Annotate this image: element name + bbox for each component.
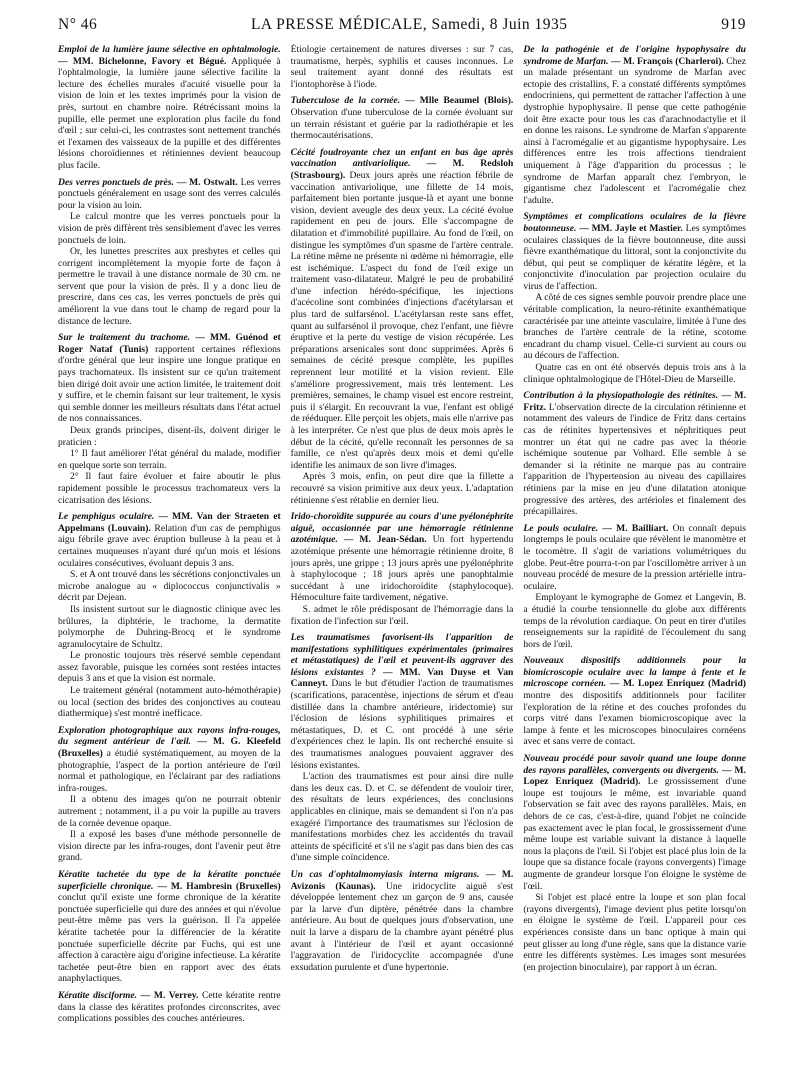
article [291,147,514,506]
article-paragraph: Étiologie certainement de natures diverses : sur 7 cas, traumatisme, herpès, syphilis et causes inconnues. Le seul traitement ayant donné des résultats est l'iontophorèse à l'iode. [290,44,514,90]
article [58,177,281,328]
article-paragraph: Le pemphigus oculaire. — MM. Van der Straeten et Appelmans (Louvain). Relation d'un cas de pemphigus aigu fébrile grave avec éruption bulleuse à la peau et à certaines muqueuses n'ayant duré qu'un mois et lésions oculaires consécutives, évoluant depuis 3 ans. [58,511,281,569]
article-author: — M. Ostwalt. [173,176,238,188]
article-author: — M. Bailliart. [598,522,669,534]
article-title: Le pemphigus oculaire. [58,511,155,523]
article-paragraph: Le calcul montre que les verres ponctuels pour la vision de près diffèrent très sensiblement d'avec les verres ponctuels de loin. [58,211,281,246]
article-paragraph: 1° Il faut améliorer l'état général du malade, modifier en quelque sorte son terrain. [58,448,281,471]
article-author: — M. Avizonis (Kaunas). [290,868,514,892]
article [291,95,514,141]
article-title: Tuberculose de la cornée. [290,95,401,107]
article-author: — M. Hambresin (Bruxelles) [153,880,281,892]
article-paragraph: Kératite tachetée du type de la kératite ponctuée superficielle chronique. — M. Hambresin (Bruxelles) conclut qu'il existe une forme chronique de la kératite ponctuée superficielle qui dure des années et qui n'évolue peut-être même pas vers la guérison. Il l'a appelée kératite tachetée pour la différencier de la kératite ponctuée superficielle décrite par Fuchs, qui est une affection à caractère aigu d'origine infectieuse. La kératite tachetée peut-être bien en rapport avec des états anaphylactiques. [58,868,281,985]
article-title: Irido-choroïdite suppurée au cours d'une pyélonéphrite aiguë, occasionnée par une hémorragie rétinienne azotémique. [290,511,514,546]
article-paragraph: Irido-choroïdite suppurée au cours d'une pyélonéphrite aiguë, occasionnée par une hémorragie rétinienne azotémique. — M. Jean-Sédan. Un fort hypertendu azotémique présente une hémorragie rétinienne droite, 8 jours après, une grippe ; 13 jours après une pyélonéphrite à staphylocoque ; 18 jours après une panophtalmie succédant à une iridochoroïdite (staphylocoque). Hémoculture faite tardivement, négative. [290,511,514,604]
article [58,990,281,1025]
article-title: Kératite disciforme. [58,989,138,1001]
article-paragraph: Quatre cas en ont été observés depuis trois ans à la clinique ophtalmologique de l'Hôtel-Dieu de Marseille. [523,362,747,385]
article-paragraph: Nouveaux dispositifs additionnels pour la biomicroscopie oculaire avec la lampe à fente et le microscope cornéen. — M. Lopez Enriquez (Madrid) montre des dispositifs additionnels pour faciliter l'exploration de la rétine et des couches profondes du corps vitré dans l'examen biomicroscopique avec la lampe à fente et les microscopes binoculaires cornéens avec et sans verre de contact. [523,655,747,748]
article [291,511,514,627]
article [291,44,514,90]
article-title: Contribution à la physiopathologie des rétinites. [523,390,719,402]
article [58,725,281,864]
article-paragraph: Cécité foudroyante chez un enfant en bas âge après vaccination antivariolique. — M. Redsloh (Strasbourg). Deux jours après une réaction fébrile de vaccination antivariolique, une fillette de 14 mois, parfaitement bien portante jusque-là et ayant une bonne vision, devient aveugle des deux yeux. La cécité évolue rapidement en peu de jours. Elle s'accompagne de dilatation et d'immobilité pupillaire. Au fond de l'œil, on distingue les symptômes d'un spasme de l'artère centrale. La rétine même ne présente ni œdème ni hémorragie, elle est ischémique. L'aspect du fond de l'œil exige un traitement vaso-dilatateur. Malgré le peu de probabilité d'une infection hérédo-spécifique, les injections d'acécoline sont combinées d'injections d'acétylarsan et plus tard de sulfarsénol. L'acétylarsan reste sans effet, quant au sulfarsénol il provoque, chez l'enfant, une fièvre éruptive et la perte du vestige de vision récupérée. Les préparations arsenicales sont donc supprimées. Après 6 semaines de cécité presque complète, les pupilles reprennent leur motilité et la vision revient. Elle s'améliore progressivement, mais très lentement. Les premières, semaines, le champ visuel est encore restreint, puis il s'élargit. En recouvrant la vue, l'enfant est obligé de rééduquer. Elle perçoit les objets, mais elle n'arrive pas à les interpréter. Ce n'est que plus de deux mois après le début de la cécité, qu'elle reconnaît les personnes de sa famille, ce n'est qu'après deux mois et demi qu'elle identifie les animaux de son livre d'images. [290,146,514,471]
article-author: — MM. Van der Straeten et Appelmans (Louvain). [58,511,281,534]
article [291,869,514,973]
article-author: — M. Jean-Sédan. [337,534,427,546]
article-paragraph: Tuberculose de la cornée. — Mlle Beaumel (Blois). Observation d'une tuberculose de la cornée évoluant sur un terrain résistant et guérie par la radiothérapie et les thermocautérisations. [290,95,514,142]
article-paragraph: Sur le traitement du trachome. — MM. Guénod et Roger Nataf (Tunis) rapportent certaines réflexions d'ordre général que leur inspire une longue pratique en pays trachomateux. Ils insistent sur ce qu'un traitement bien dirigé doit avoir une action limitée, le traitement doit y suffire, et le chemin faisant sur leur traitement, le xysis qui semble donner les meilleurs résultats dans l'état actuel de nos connaissances. [58,332,281,425]
article-title: Nouveaux dispositifs additionnels pour la biomicroscopie oculaire avec la lampe à fente et le microscope cornéen. [523,655,747,690]
column-2 [291,44,514,1074]
article-title: Nouveau procédé pour savoir quand une loupe donne des rayons parallèles, convergents ou divergents. [523,753,747,776]
article [523,523,746,651]
article-title: Cécité foudroyante chez un enfant en bas âge après vaccination antivariolique. [290,146,514,170]
article-title: Emploi de la lumière jaune sélective en ophtalmologie. [58,44,281,55]
article-title: Des verres ponctuels de près. [58,176,174,188]
article-paragraph: Contribution à la physiopathologie des rétinites. — M. Fritz. L'observation directe de la circulation rétinienne et notamment des valeurs de l'indice de Fritz dans certains cas de rétinites hypertensives et néphritiques peut montrer un état qui ne cadre pas avec la théorie ischémique soutenue par Volhard. Elle semble à se demander si la rétinite ne marque pas au contraire l'apparition de l'hypertension au niveau des capillaires rétiniens par la mise en jeu d'une dilatation atonique progressive des artères, des artérioles et finalement des précapillaires. [523,390,747,518]
article-paragraph: Les traumatismes favorisent-ils l'apparition de manifestations syphilitiques expérimentales (primaires et métastatiques) de l'œil et peuvent-ils aggraver des lésions existantes ? — MM. Van Duyse et Van Canneyt. Dans le but d'étudier l'action de traumatismes (scarifications, paracentèse, injections de sérum et d'eau distillée dans la chambre antérieure, iridectomie) sur l'éclosion de lésions syphilitiques primaires et métastatiques, D. et C. ont procédé à une série d'expériences chez le lapin. Ils ont recherché ensuite si des traumatismes analogues pouvaient aggraver des lésions existantes. [290,632,514,771]
article-paragraph: S. admet le rôle prédisposant de l'hémorragie dans la fixation de l'infection sur l'œil. [290,603,514,627]
article-paragraph: Symptômes et complications oculaires de la fièvre boutonneuse. — MM. Jayle et Mastier. Les symptômes oculaires classiques de la fièvre boutonneuse, dite aussi fièvre exanthématique du littoral, sont la conjonctivite du début, qui peut se compliquer de kératite légère, et la conjonctivite d'inoculation par projection oculaire du virus de l'affection. [523,211,747,292]
article-paragraph: Nouveau procédé pour savoir quand une loupe donne des rayons parallèles, convergents ou divergents. — M. Lopez Enriquez (Madrid). Le grossissement d'une loupe est toujours le même, est invariable quand l'observation se fait avec des rayons parallèles. Mais, en dehors de ce cas, c'est-à-dire, quand l'objet ne coïncide pas exactement avec le plan focal, le grossissement d'une même loupe est variable suivant la distance à laquelle nous la plaçons de l'œil. Si l'objet est placé plus loin de la loupe que sa distance focale (rayons convergents) l'image augmente de grandeur lorsque l'on éloigne le système de l'œil. [523,753,747,892]
issue-number: N° 46 [58,16,98,33]
article-title: Le pouls oculaire. [523,522,599,534]
column-3 [523,44,746,1074]
article [523,390,746,518]
article-paragraph: Si l'objet est placé entre la loupe et son plan focal (rayons divergents), l'image devient plus petite lorsqu'on en éloigne le système de l'œil. L'appareil pour ces expériences consiste dans un banc optique à main qui peut glisser au long d'une règle, sans que la distance varie entre les différents systèmes. Les images sont mesurées (en projection binoculaire), par rapport à un écran. [523,892,747,973]
article-author: — MM. Jayle et Mastier. [576,222,683,234]
article-author: — M. Fritz. [523,390,746,413]
article-paragraph: S. et A ont trouvé dans les sécrétions conjonctivales un microbe analogue au « diplococcus conjunctivalis » décrit par Dejean. [58,569,281,604]
article [58,44,281,172]
article-paragraph: Un cas d'ophtalmomyiasis interna migrans. — M. Avizonis (Kaunas). Une iridocyclite aiguë s'est développée lentement chez un garçon de 9 ans, causée par la larve d'un diptère, pénétrée dans la chambre antérieure. Au bout de quelques jours d'observation, une nuit la larve a disparu de la chambre ayant pénétré plus avant à l'intérieur de l'œil et ayant occasionné l'aggravation de l'iridocyclite accompagnée d'une exsudation purulente et d'une hypertonie. [290,868,514,973]
article-author: — MM. Van Duyse et Van Canneyt. [290,666,514,690]
article-author: — MM. Guénod et Roger Nataf (Tunis) [58,332,281,355]
article-paragraph: Il a exposé les bases d'une méthode personnelle de vision directe par les infra-rouges, dont l'avenir peut être grand. [58,829,281,864]
article-paragraph: 2° Il faut faire évoluer et faire aboutir le plus rapidement possible le processus trachomateux vers la cicatrisation des lésions. [58,471,281,506]
article [58,511,281,720]
article-author: — M. Lopez Enriquez (Madrid) [606,678,746,690]
journal-title: LA PRESSE MÉDICALE, Samedi, 8 Juin 1935 [250,16,568,33]
column-1 [58,44,281,1074]
article-paragraph: L'action des traumatismes est pour ainsi dire nulle dans les deux cas. D. et C. se défendent de vouloir tirer, des résultats de leurs expériences, des conclusions applicables en clinique, mais se demandent si l'on n'a pas exagéré l'importance des traumatismes sur l'éclosion de manifestations morbides chez les accidentés du travail atteints de spécificité et s'il ne s'agit pas dans bien des cas d'une simple coïncidence. [290,771,514,864]
article-paragraph: Or, les lunettes prescrites aux presbytes et celles qui corrigent incomplètement la myopie forte de façon à permettre le travail à une distance normale de 30 cm. ne servent que pour la vision de près. Il y a donc lieu de prescrire, dans ces cas, les verres ponctuels de près qui améliorent la vue dans tout le champ de regard pour la distance de lecture. [58,246,281,327]
article-paragraph: Kératite disciforme. — M. Verrey. Cette kératite rentre dans la classe des kératites profondes circonscrites, avec complications possibles des couches antérieures. [58,989,281,1025]
article-title: Kératite tachetée du type de la kératite ponctuée superficielle chronique. [58,868,281,892]
article-title: Sur le traitement du trachome. [58,332,191,344]
article-author: — MM. Bichelonne, Favory et Bégué. [58,55,227,67]
article-paragraph: Le pouls oculaire. — M. Bailliart. On connaît depuis longtemps le pouls oculaire que révèlent le manomètre et le tocomètre. Il s'agit de variations volumétriques du globe. Peut-être pourra-t-on par l'oscillomètre arriver à un nouveau procédé de mesure de la pression artérielle intra-oculaire. [523,522,747,592]
article-paragraph: Deux grands principes, disent-ils, doivent diriger le praticien : [58,425,281,448]
article [523,44,746,206]
article-title: Les traumatismes favorisent-ils l'apparition de manifestations syphilitiques expérimentales (primaires et métastatiques) de l'œil et peuvent-ils aggraver des lésions existantes ? [290,632,514,678]
article-title: Un cas d'ophtalmomyiasis interna migrans. [290,868,480,880]
article [523,753,746,973]
article-author: — M. Redsloh (Strasbourg). [290,158,514,181]
article [523,211,746,385]
article-author: — M. François (Charleroi). [608,55,724,67]
article-author: — M. Lopez Enriquez (Madrid). [523,764,746,788]
article [58,332,281,506]
article [291,632,514,864]
article-author: — M. Verrey. [137,989,199,1001]
article-author: — M. G. Kleefeld (Bruxelles) [58,736,281,760]
article [523,655,746,748]
article [58,869,281,985]
article-paragraph: Le pronostic toujours très réservé semble cependant assez favorable, puisque les cornées sont restées intactes depuis 3 ans et que la vision est normale. [58,650,281,685]
article-paragraph: Emploi de la lumière jaune sélective en ophtalmologie. — MM. Bichelonne, Favory et Bégué. Appliquée à l'ophtalmologie, la lumière jaune sélective facilite la lecture des échelles murales d'acuité visuelle pour la vision de loin et les textes imprimés pour la vision de près, surtout en chambre noire. Rétrécissant moins la pupille, elle permet une exploration plus facile du fond d'œil ; sur celui-ci, les contrastes sont nettement tranchés et l'examen des vaisseaux de la pupille et des différentes lésions choroïdiennes et rétiniennes devient beaucoup plus facile. [58,44,281,171]
article-paragraph: Employant le kymographe de Gomez et Langevin, B. a étudié la courbe tensionnelle du globe aux différents temps de la révolution cardiaque. On peut en tirer d'utiles renseignements sur la rapidité de l'écoulement du sang hors de l'œil. [523,592,747,650]
article-paragraph: Exploration photographique aux rayons infra-rouges, du segment antérieur de l'œil. — M. G. Kleefeld (Bruxelles) a étudié systématiquement, au moyen de la photographie, l'aspect de la portion antérieure de l'œil normal et pathologique, en l'éclairant par des radiations infra-rouges. [58,724,281,794]
article-title: Symptômes et complications oculaires de la fièvre boutonneuse. [523,211,747,234]
article-title: De la pathogénie et de l'origine hypophysaire du syndrome de Marfan. [523,44,747,67]
article-paragraph: Des verres ponctuels de près. — M. Ostwalt. Les verres ponctuels généralement en usage sont des verres calculés pour la vision au loin. [58,176,281,211]
page-number: 919 [721,16,746,33]
article-title: Exploration photographique aux rayons infra-rouges, du segment antérieur de l'œil. [58,724,281,748]
page-header [58,14,746,36]
article-paragraph: A côté de ces signes semble pouvoir prendre place une véritable complication, la neuro-rétinite exanthématique caractérisée par une atteinte vasculaire, limitée à l'une des branches de l'artère centrale de la rétine, scotome encadrant du champ visuel. Celle-ci survient au cours ou au décours de l'affection. [523,292,747,362]
article-paragraph: Ils insistent surtout sur le diagnostic clinique avec les brûlures, la diphtérie, le trachome, la dermatite polymorphe de Duhring-Brocq et le syndrome agranulocytaire de Schultz. [58,603,281,650]
article-paragraph: Il a obtenu des images qu'on ne pourrait obtenir autrement ; notamment, il a pu voir la pupille au travers de la cornée devenue opaque. [58,794,281,829]
text-columns [58,44,746,1074]
article-paragraph: Le traitement général (notamment auto-hémothérapie) ou local (section des brides des conjonctives au couteau diathermique) s'est montré inefficace. [58,685,281,720]
article-author: — Mlle Beaumel (Blois). [400,95,514,107]
article-paragraph: De la pathogénie et de l'origine hypophysaire du syndrome de Marfan. — M. François (Charleroi). Chez un malade présentant un syndrome de Marfan avec ectopie des cristallins, F. a constaté différents symptômes endocriniens, qui permettent de rattacher l'affection à une dystrophie hypophysaire. Il pense que cette pathogénie doit être exacte pour tous les cas d'arachnodactylie et il en donne les raisons. Le syndrome de Marfan s'apparente ainsi à l'acromégalie et au gigantisme hypophysaire. Les différences entre les trois affections tiendraient uniquement à l'âge d'apparition du processus ; le syndrome de Marfan apparaît chez l'embryon, le gigantisme chez l'adolescent et l'acromégalie chez l'adulte. [523,44,747,206]
article-paragraph: Après 3 mois, enfin, on peut dire que la fillette a recouvré sa vision primitive aux deux yeux. L'adaptation rétinienne s'est rétablie en dernier lieu. [290,471,514,506]
